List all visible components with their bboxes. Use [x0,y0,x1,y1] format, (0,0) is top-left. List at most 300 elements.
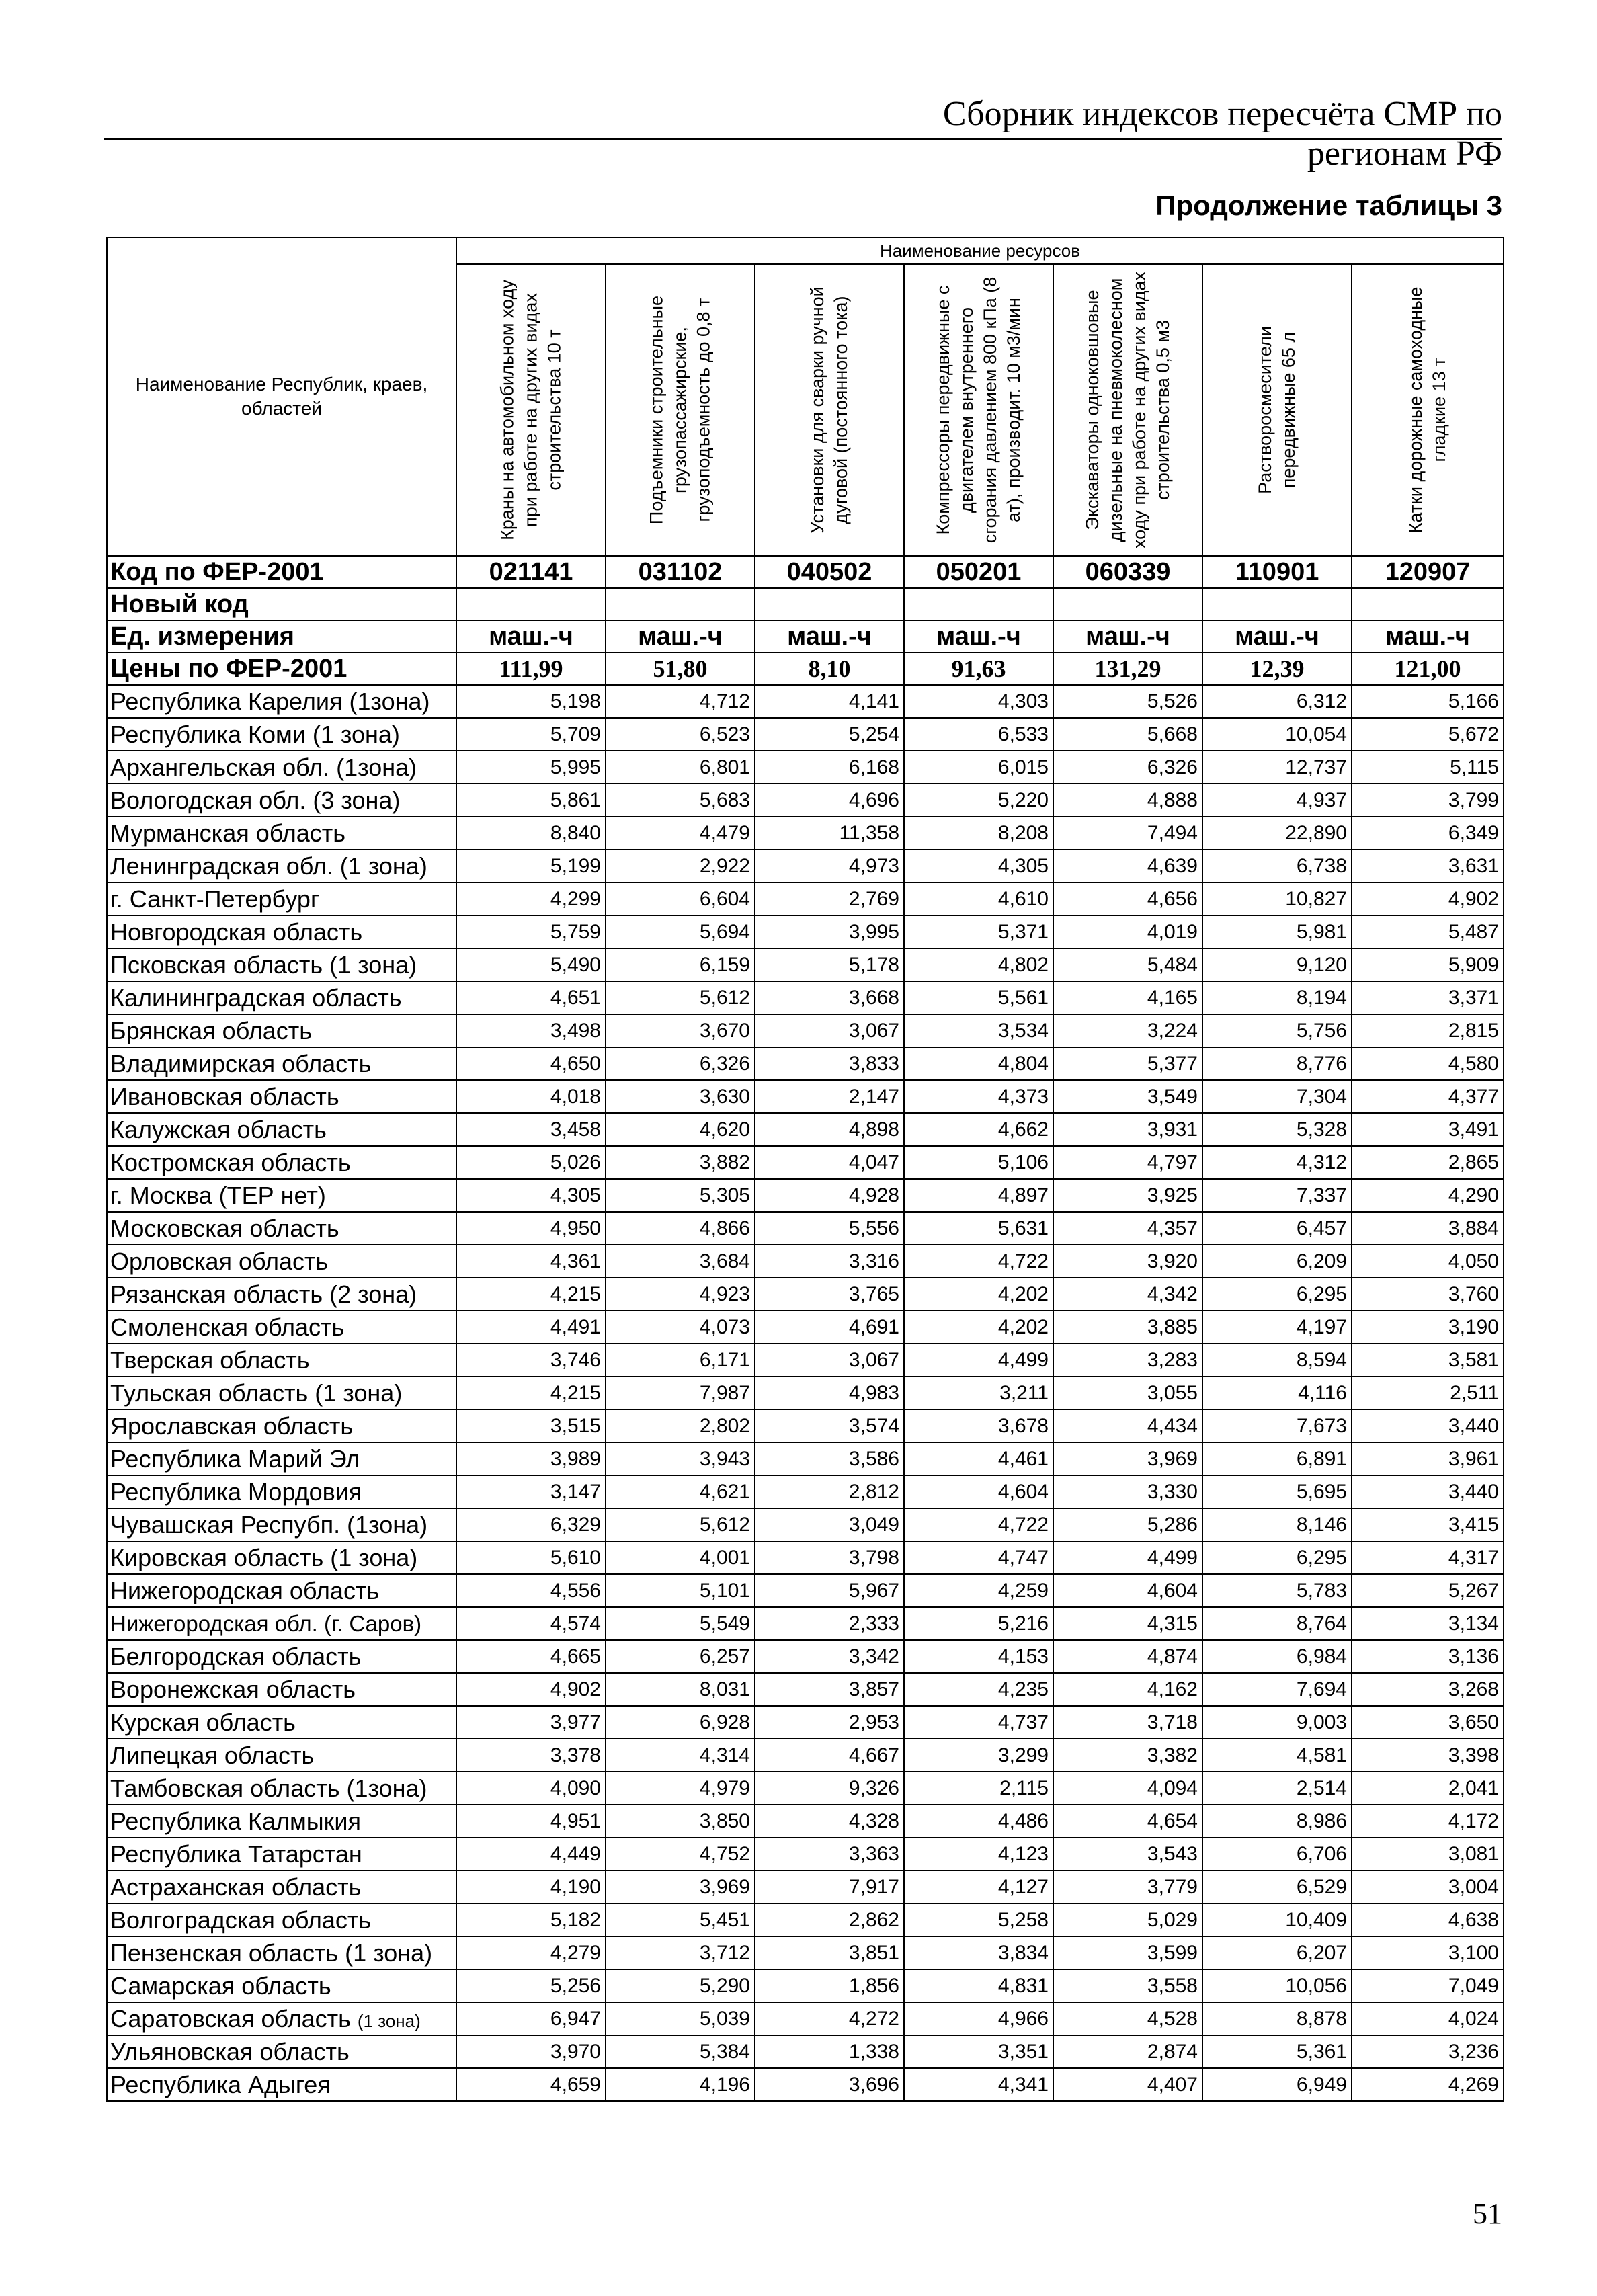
column-header [1053,264,1202,556]
region-name-text: Республика Коми (1 зона) [110,720,400,748]
index-value: 4,449 [456,1838,606,1871]
index-value: 3,363 [755,1838,904,1871]
index-value: 6,326 [1053,751,1202,784]
index-value: 2,953 [755,1706,904,1739]
index-value: 5,561 [904,981,1053,1014]
unit-cell: маш.-ч [904,620,1053,653]
table-row [107,1278,1504,1311]
index-value: 2,147 [755,1080,904,1113]
unit-cell: маш.-ч [1053,620,1202,653]
index-value: 3,004 [1352,1871,1504,1903]
index-value: 3,850 [606,1805,755,1838]
index-value: 3,067 [755,1014,904,1047]
index-value: 4,315 [1053,1607,1202,1640]
index-value: 3,650 [1352,1706,1504,1739]
index-value: 5,220 [904,784,1053,817]
index-value: 10,827 [1202,883,1352,915]
index-value: 4,272 [755,2002,904,2035]
region-name [107,1409,456,1442]
index-value: 5,384 [606,2035,755,2068]
new-code-cell [1053,588,1202,620]
index-value: 3,920 [1053,1245,1202,1278]
region-name-text: Курская область [110,1708,296,1736]
table-row [107,883,1504,915]
index-value: 7,049 [1352,1969,1504,2002]
region-name-text: Саратовская область [110,2004,351,2033]
resource-code: 110901 [1202,556,1352,588]
index-value: 10,409 [1202,1903,1352,1936]
index-value: 5,484 [1053,948,1202,981]
index-value: 4,050 [1352,1245,1504,1278]
table-row [107,1673,1504,1706]
region-name-text: Республика Марий Эл [110,1444,360,1473]
index-value: 8,878 [1202,2002,1352,2035]
region-name [107,1739,456,1772]
region-name [107,685,456,718]
index-value: 3,081 [1352,1838,1504,1871]
index-value: 5,909 [1352,948,1504,981]
unit-cell: маш.-ч [1352,620,1504,653]
index-value: 6,801 [606,751,755,784]
index-value: 3,316 [755,1245,904,1278]
index-value: 4,928 [755,1179,904,1212]
index-value: 4,305 [456,1179,606,1212]
index-value: 5,198 [456,685,606,718]
index-value: 5,361 [1202,2035,1352,2068]
index-value: 3,190 [1352,1311,1504,1344]
index-value: 3,851 [755,1936,904,1969]
index-value: 4,269 [1352,2068,1504,2101]
index-value: 3,882 [606,1146,755,1179]
index-value: 3,067 [755,1344,904,1377]
region-name-text: Ивановская область [110,1082,339,1110]
index-value: 3,718 [1053,1706,1202,1739]
index-value: 4,979 [606,1772,755,1805]
region-name-text: г. Москва (ТЕР нет) [110,1181,326,1209]
region-name [107,1475,456,1508]
region-name [107,1113,456,1146]
index-value: 5,286 [1053,1508,1202,1541]
index-value: 3,969 [606,1871,755,1903]
new-code-cell [456,588,606,620]
region-name [107,1541,456,1574]
index-value: 4,874 [1053,1640,1202,1673]
index-value: 4,196 [606,2068,755,2101]
index-value: 4,667 [755,1739,904,1772]
index-value: 3,799 [1352,784,1504,817]
index-value: 4,172 [1352,1805,1504,1838]
table-row [107,1377,1504,1409]
price-cell: 131,29 [1053,653,1202,685]
index-value: 6,947 [456,2002,606,2035]
table-row [107,1739,1504,1772]
table-row [107,685,1504,718]
index-value: 3,549 [1053,1080,1202,1113]
column-header [1352,264,1504,556]
price-cell: 111,99 [456,653,606,685]
region-name [107,1508,456,1541]
region-name-text: Брянская область [110,1016,312,1044]
new-code-cell [606,588,755,620]
index-value: 6,329 [456,1508,606,1541]
column-header-text: Подъемники строительные грузопассажирские, грузоподъемность до 0,8 т [646,295,714,525]
region-name [107,1311,456,1344]
index-value: 3,961 [1352,1442,1504,1475]
index-value: 5,258 [904,1903,1053,1936]
index-value: 4,866 [606,1212,755,1245]
index-value: 5,612 [606,1508,755,1541]
index-value: 5,377 [1053,1047,1202,1080]
region-name [107,751,456,784]
index-value: 6,984 [1202,1640,1352,1673]
index-value: 3,696 [755,2068,904,2101]
index-value: 6,168 [755,751,904,784]
index-value: 2,862 [755,1903,904,1936]
table-row [107,1903,1504,1936]
table-row [107,2002,1504,2035]
index-value: 2,041 [1352,1772,1504,1805]
column-header [1202,264,1352,556]
index-value: 2,812 [755,1475,904,1508]
table-row [107,2035,1504,2068]
index-value: 3,970 [456,2035,606,2068]
index-value: 2,333 [755,1607,904,1640]
index-value: 12,737 [1202,751,1352,784]
index-value: 5,106 [904,1146,1053,1179]
region-name-text: Калужская область [110,1115,327,1143]
index-value: 4,361 [456,1245,606,1278]
index-value: 5,305 [606,1179,755,1212]
index-value: 5,371 [904,915,1053,948]
index-value: 6,159 [606,948,755,981]
index-value: 3,765 [755,1278,904,1311]
index-value: 6,257 [606,1640,755,1673]
index-value: 5,526 [1053,685,1202,718]
index-value: 3,857 [755,1673,904,1706]
index-value: 4,902 [1352,883,1504,915]
index-value: 6,171 [606,1344,755,1377]
index-value: 3,415 [1352,1508,1504,1541]
index-value: 5,549 [606,1607,755,1640]
index-value: 6,523 [606,718,755,751]
region-name-text: Рязанская область (2 зона) [110,1280,417,1308]
region-name [107,1179,456,1212]
index-value: 4,950 [456,1212,606,1245]
index-value: 3,977 [456,1706,606,1739]
index-value: 1,338 [755,2035,904,2068]
index-value: 4,797 [1053,1146,1202,1179]
unit-cell: маш.-ч [456,620,606,653]
index-value: 4,620 [606,1113,755,1146]
index-value: 5,328 [1202,1113,1352,1146]
index-value: 5,672 [1352,718,1504,751]
index-value: 4,303 [904,685,1053,718]
unit-cell: маш.-ч [755,620,904,653]
resource-code: 050201 [904,556,1053,588]
table-row [107,1014,1504,1047]
index-value: 3,440 [1352,1475,1504,1508]
region-name-text: Республика Калмыкия [110,1807,362,1835]
index-value: 3,760 [1352,1278,1504,1311]
index-value: 3,498 [456,1014,606,1047]
price-cell: 12,39 [1202,653,1352,685]
index-value: 3,382 [1053,1739,1202,1772]
table-row [107,1772,1504,1805]
table-row [107,1179,1504,1212]
price-cell: 51,80 [606,653,755,685]
region-name [107,948,456,981]
column-header [755,264,904,556]
index-value: 3,211 [904,1377,1053,1409]
region-name [107,1146,456,1179]
index-value: 11,358 [755,817,904,850]
column-header-text: Установки для сварки ручной дуговой (постоянного тока) [807,286,851,534]
index-value: 6,349 [1352,817,1504,850]
index-value: 8,146 [1202,1508,1352,1541]
index-value: 4,235 [904,1673,1053,1706]
index-value: 4,902 [456,1673,606,1706]
unit-cell: маш.-ч [606,620,755,653]
table-row [107,1706,1504,1739]
index-value: 4,691 [755,1311,904,1344]
region-name [107,883,456,915]
index-value: 6,295 [1202,1278,1352,1311]
index-value: 4,662 [904,1113,1053,1146]
index-value: 4,090 [456,1772,606,1805]
index-value: 3,581 [1352,1344,1504,1377]
index-value: 4,317 [1352,1541,1504,1574]
index-value: 22,890 [1202,817,1352,850]
index-value: 4,966 [904,2002,1053,2035]
index-value: 4,747 [904,1541,1053,1574]
region-name-text: Самарская область [110,1971,331,2000]
table-row [107,1541,1504,1574]
region-name [107,2002,456,2035]
region-name-text: Тамбовская область (1зона) [110,1774,427,1802]
index-value: 5,709 [456,718,606,751]
index-value: 5,756 [1202,1014,1352,1047]
index-value: 9,003 [1202,1706,1352,1739]
index-value: 4,639 [1053,850,1202,883]
region-name-text: Мурманская область [110,819,346,847]
index-value: 4,357 [1053,1212,1202,1245]
index-value: 5,039 [606,2002,755,2035]
index-value: 2,514 [1202,1772,1352,1805]
new-code-cell [904,588,1053,620]
index-value: 3,351 [904,2035,1053,2068]
index-value: 8,594 [1202,1344,1352,1377]
index-value: 6,533 [904,718,1053,751]
index-value: 3,630 [606,1080,755,1113]
index-value: 5,115 [1352,751,1504,784]
index-value: 5,631 [904,1212,1053,1245]
index-value: 3,586 [755,1442,904,1475]
region-name-text: Московская область [110,1214,339,1242]
index-value: 3,299 [904,1739,1053,1772]
region-name [107,2068,456,2101]
index-value: 4,737 [904,1706,1053,1739]
index-value: 3,969 [1053,1442,1202,1475]
index-value: 3,668 [755,981,904,1014]
index-value: 4,937 [1202,784,1352,817]
index-value: 3,925 [1053,1179,1202,1212]
index-value: 4,259 [904,1574,1053,1607]
region-name-text: Республика Карелия (1зона) [110,687,430,715]
index-value: 4,556 [456,1574,606,1607]
region-name-text: Псковская область (1 зона) [110,950,417,979]
table-row [107,1344,1504,1377]
table-row [107,1607,1504,1640]
region-name [107,1574,456,1607]
index-value: 8,840 [456,817,606,850]
index-value: 7,494 [1053,817,1202,850]
index-value: 4,279 [456,1936,606,1969]
region-name [107,1377,456,1409]
index-value: 3,943 [606,1442,755,1475]
index-value: 8,764 [1202,1607,1352,1640]
index-value: 4,610 [904,883,1053,915]
table-row [107,1212,1504,1245]
index-value: 5,451 [606,1903,755,1936]
region-name [107,1838,456,1871]
region-name [107,1245,456,1278]
index-value: 5,487 [1352,915,1504,948]
unit-label: Ед. измерения [107,620,456,653]
region-name-text: Республика Адыгея [110,2070,331,2098]
index-value: 3,342 [755,1640,904,1673]
table-row [107,1871,1504,1903]
table-row [107,1409,1504,1442]
code-label: Код по ФЕР-2001 [107,556,456,588]
index-value: 4,712 [606,685,755,718]
new-code-cell [1352,588,1504,620]
index-value: 5,967 [755,1574,904,1607]
index-value: 4,162 [1053,1673,1202,1706]
index-value: 4,752 [606,1838,755,1871]
price-cell: 121,00 [1352,653,1504,685]
index-value: 4,951 [456,1805,606,1838]
index-value: 4,528 [1053,2002,1202,2035]
index-value: 3,931 [1053,1113,1202,1146]
index-value: 5,861 [456,784,606,817]
table-row [107,1146,1504,1179]
index-value: 4,341 [904,2068,1053,2101]
index-value: 4,328 [755,1805,904,1838]
region-name [107,1014,456,1047]
table-row [107,1311,1504,1344]
table-row [107,915,1504,948]
index-value: 3,779 [1053,1871,1202,1903]
index-value: 3,746 [456,1344,606,1377]
index-value: 3,670 [606,1014,755,1047]
region-name [107,784,456,817]
index-value: 4,831 [904,1969,1053,2002]
table-row [107,981,1504,1014]
index-value: 4,802 [904,948,1053,981]
index-value: 4,290 [1352,1179,1504,1212]
region-name [107,1212,456,1245]
index-value: 2,865 [1352,1146,1504,1179]
index-value: 4,696 [755,784,904,817]
table-row [107,1640,1504,1673]
region-name-text: Вологодская обл. (3 зона) [110,786,401,814]
region-name-text: Орловская область [110,1247,329,1275]
index-value: 4,491 [456,1311,606,1344]
table-row [107,1805,1504,1838]
region-name [107,718,456,751]
index-value: 4,047 [755,1146,904,1179]
region-name-text: Волгоградская область [110,1905,372,1934]
index-value: 8,208 [904,817,1053,850]
column-header-text: Растворосмесители передвижные 65 л [1255,326,1299,494]
region-name [107,1278,456,1311]
index-value: 2,922 [606,850,755,883]
index-value: 4,574 [456,1607,606,1640]
region-name-text: Республика Мордовия [110,1477,362,1506]
region-name-text: Кировская область (1 зона) [110,1543,418,1571]
resource-code: 120907 [1352,556,1504,588]
index-value: 4,665 [456,1640,606,1673]
region-name-text: Владимирская область [110,1049,372,1077]
index-value: 4,024 [1352,2002,1504,2035]
new-code-label: Новый код [107,588,456,620]
header-divider [104,138,1502,140]
index-value: 3,147 [456,1475,606,1508]
region-name-text: Воронежская область [110,1675,356,1703]
index-value: 3,330 [1053,1475,1202,1508]
region-name-text: Астраханская область [110,1873,362,1901]
index-value: 5,101 [606,1574,755,1607]
index-value: 3,224 [1053,1014,1202,1047]
region-name-text: Чувашская Респубп. (1зона) [110,1510,428,1539]
table-row [107,1442,1504,1475]
region-name-text: Смоленская область [110,1313,345,1341]
index-value: 5,683 [606,784,755,817]
region-name-text: Ленинградская обл. (1 зона) [110,852,427,880]
index-value: 4,153 [904,1640,1053,1673]
index-value: 4,656 [1053,883,1202,915]
index-value: 3,885 [1053,1311,1202,1344]
index-value: 5,981 [1202,915,1352,948]
price-cell: 91,63 [904,653,1053,685]
index-value: 4,314 [606,1739,755,1772]
region-name-suffix: (1 зона) [357,2010,421,2031]
index-value: 5,182 [456,1903,606,1936]
region-name [107,1047,456,1080]
index-value: 3,558 [1053,1969,1202,2002]
index-value: 6,604 [606,883,755,915]
region-name-text: Тульская область (1 зона) [110,1379,403,1407]
column-header [606,264,755,556]
region-name-text: Липецкая область [110,1741,315,1769]
index-value: 3,136 [1352,1640,1504,1673]
index-value: 4,621 [606,1475,755,1508]
index-value: 5,216 [904,1607,1053,1640]
region-name [107,2035,456,2068]
index-value: 4,651 [456,981,606,1014]
new-code-cell [755,588,904,620]
index-value: 4,722 [904,1508,1053,1541]
region-name [107,1903,456,1936]
index-value: 7,987 [606,1377,755,1409]
table-row [107,751,1504,784]
region-name-text: Пензенская область (1 зона) [110,1938,433,1967]
index-value: 4,001 [606,1541,755,1574]
region-name [107,1969,456,2002]
index-value: 6,928 [606,1706,755,1739]
region-name [107,1640,456,1673]
index-value: 3,055 [1053,1377,1202,1409]
